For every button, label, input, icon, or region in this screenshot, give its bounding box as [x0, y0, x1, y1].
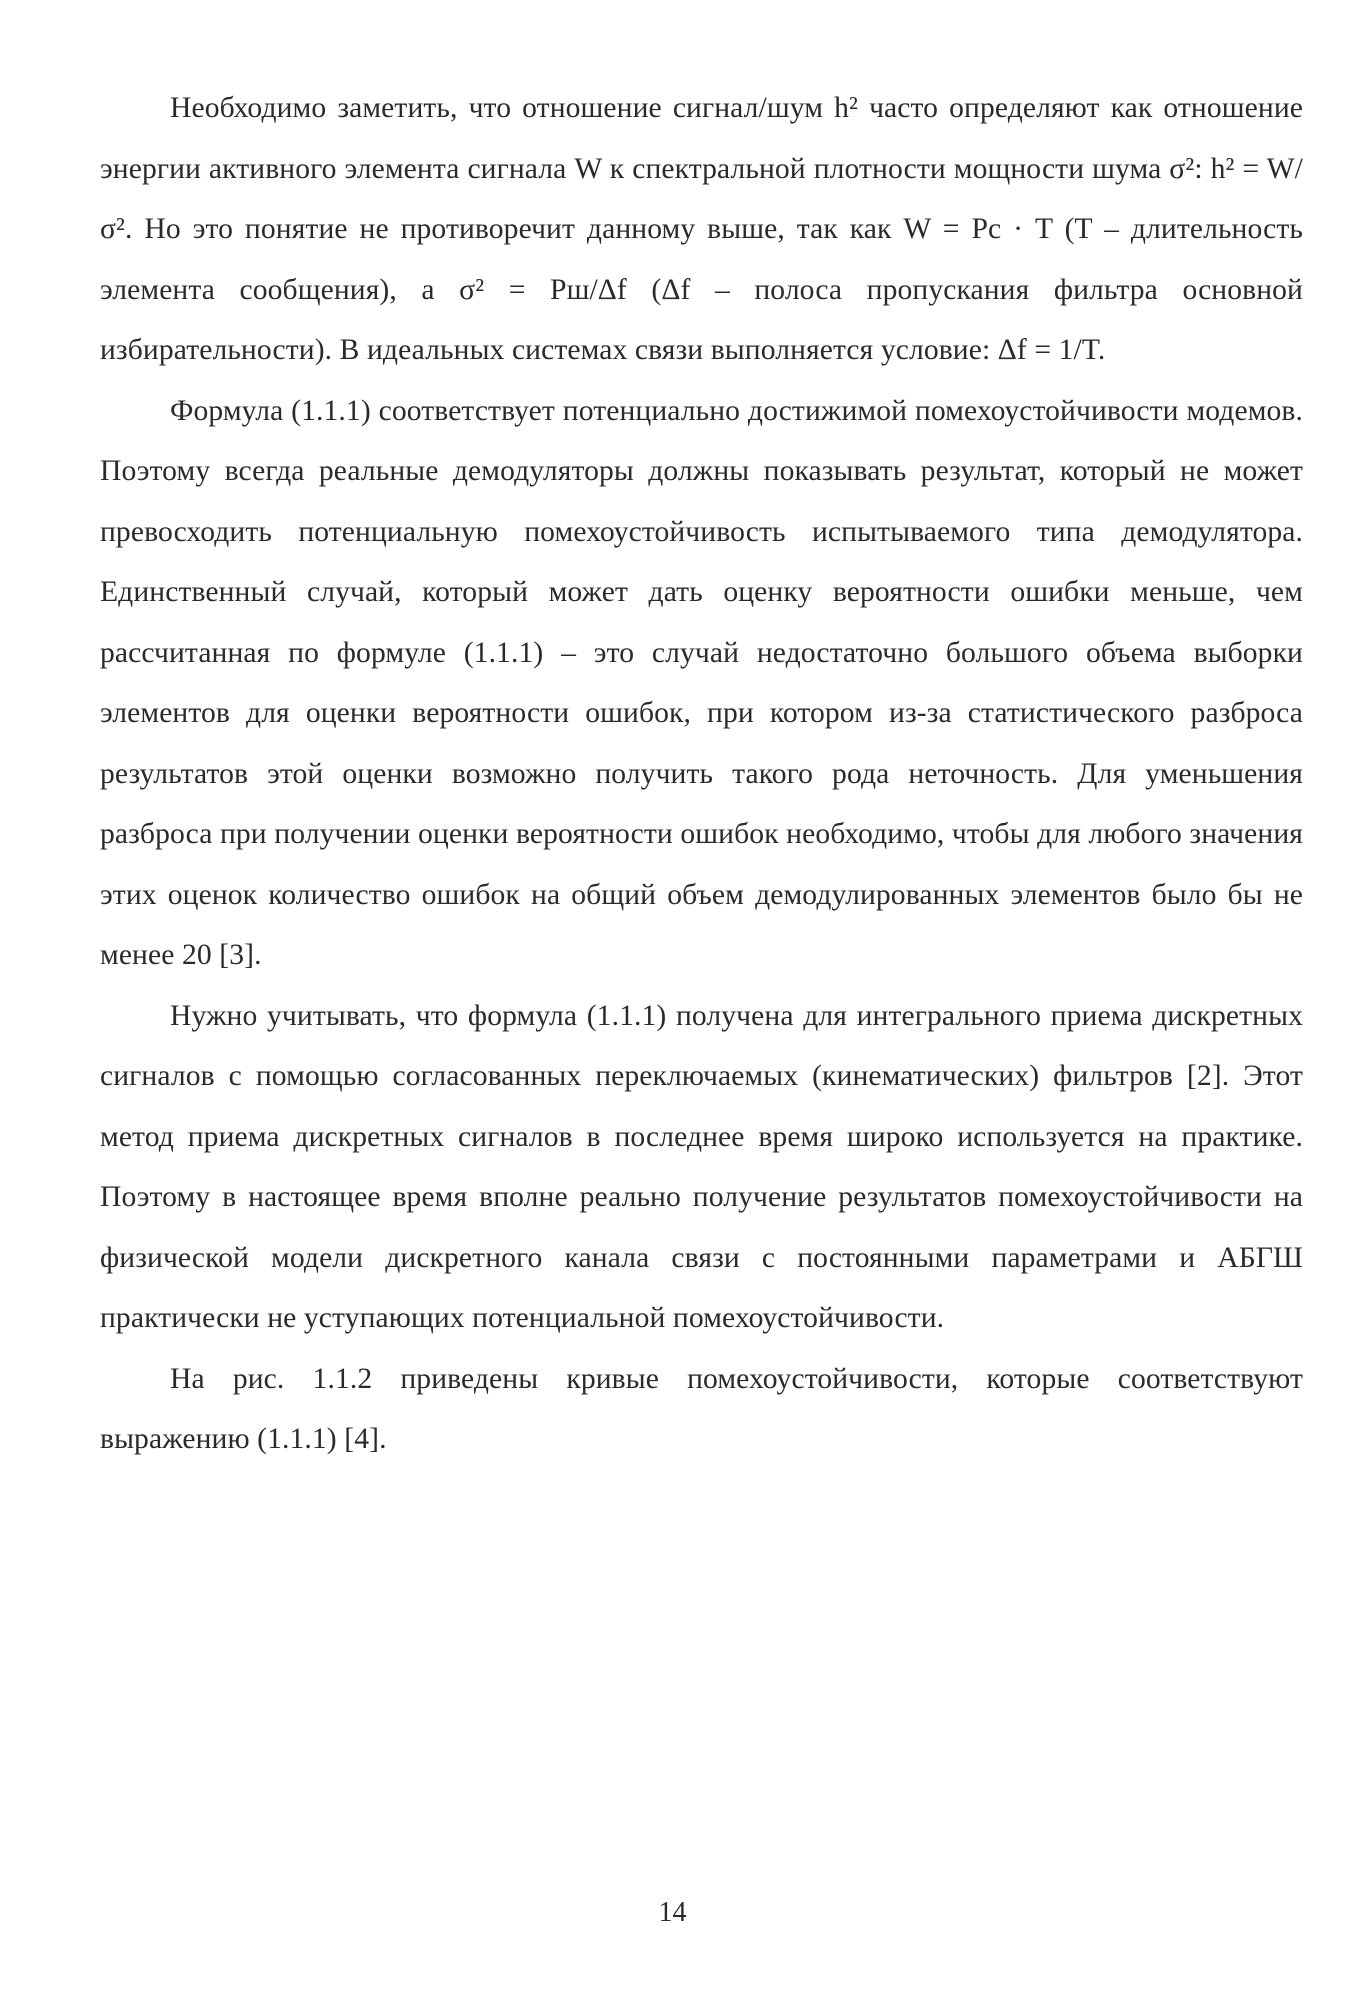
paragraph-formula-potential: Формула (1.1.1) соответствует потенциально достижимой помехоустойчивости модемов. Поэтому всегда реальные демодуляторы должны показывать результат, который не может превосходить потенциальную помехоустойчивость испытываемого типа демодулятора. Единственный случай, который может дать оценку вероятности ошибки меньше, чем рассчитанная по формуле (1.1.1) – это случай недостаточно большого объема выборки элементов для оценки вероятности ошибок, при котором из-за статистического разброса результатов этой оценки возможно получить такого рода неточность. Для уменьшения разброса при получении оценки вероятности ошибок необходимо, чтобы для любого значения этих оценок количество ошибок на общий объем демодулированных элементов было бы не менее 20 [3]. [100, 394, 1303, 971]
paragraph-figure-reference: На рис. 1.1.2 приведены кривые помехоустойчивости, которые соответствуют выражению (1.1.1) [4]. [100, 1362, 1303, 1455]
paragraph-integral-reception: Нужно учитывать, что формула (1.1.1) получена для интегрального приема дискретных сигналов с помощью согласованных переключаемых (кинематических) фильтров [2]. Этот метод приема дискретных сигналов в последнее время широко используется на практике. Поэтому в настоящее время вполне реально получение результатов помехоустойчивости на физической модели дискретного канала связи с постоянными параметрами и АБГШ практически не уступающих потенциальной помехоустойчивости. [100, 999, 1303, 1334]
page-number: 14 [658, 1897, 687, 1928]
body-text [100, 78, 1303, 1470]
paragraph-snr-definition: Необходимо заметить, что отношение сигнал/шум h² часто определяют как отношение энергии активного элемента сигнала W к спектральной плотности мощности шума σ²: h² = W/σ². Но это понятие не противоречит данному выше, так как W = Pс · T (T – длительность элемента сообщения), а σ² = Pш/Δf (Δf – полоса пропускания фильтра основной избирательности). В идеальных системах связи выполняется условие: Δf = 1/T. [100, 92, 1303, 366]
